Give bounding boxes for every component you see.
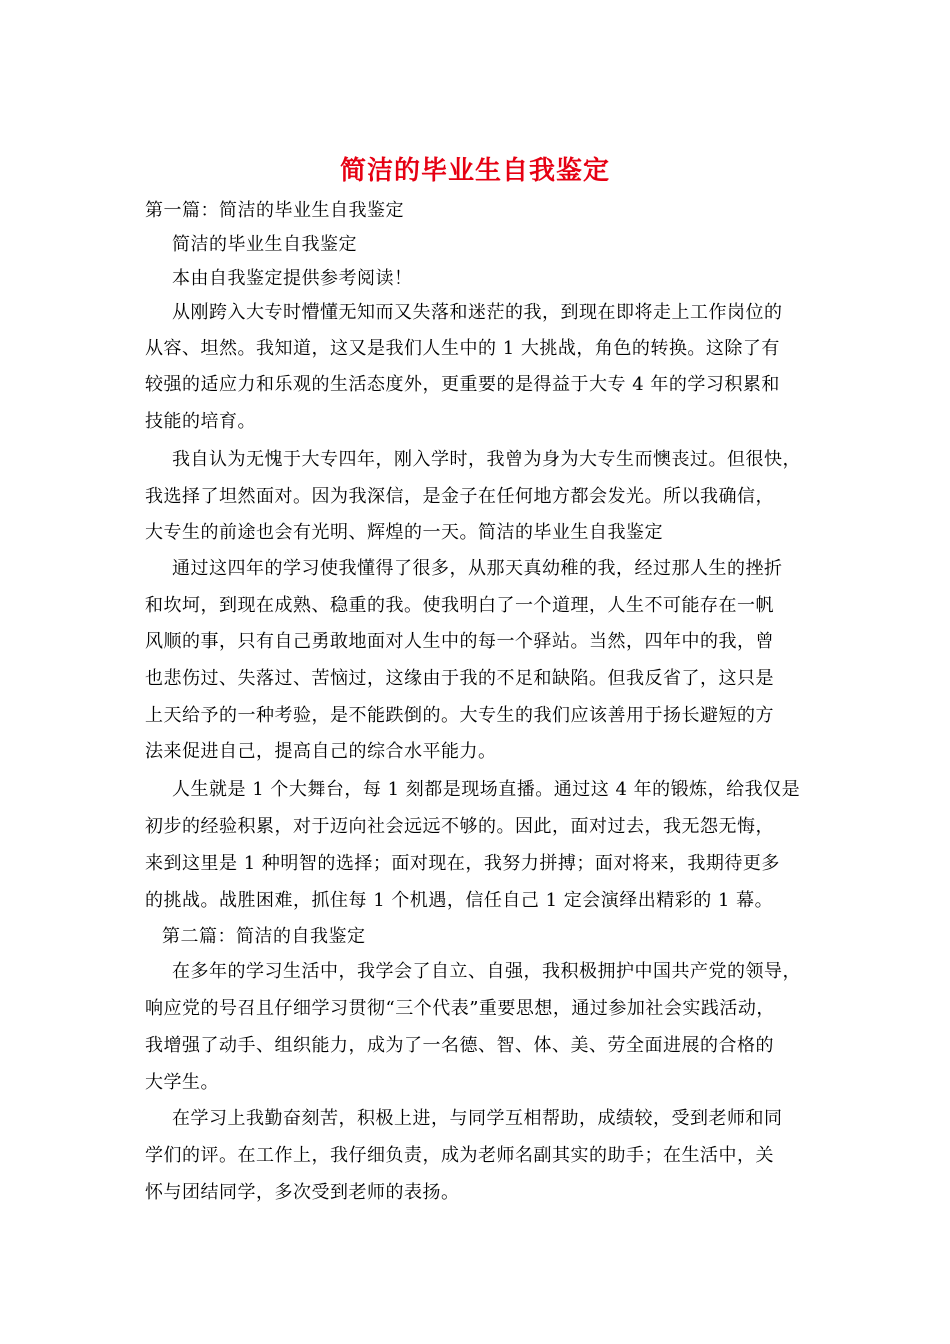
paragraph-line: 通过这四年的学习使我懂得了很多，从那天真幼稚的我，经过那人生的挫折 — [172, 558, 783, 579]
paragraph-line: 我增强了动手、组织能力，成为了一名德、智、体、美、劳全面进展的合格的 — [145, 1035, 774, 1056]
paragraph-line: 初步的经验积累，对于迈向社会远远不够的。因此，面对过去，我无怨无悔， — [145, 816, 774, 837]
section-heading-1: 第一篇：简洁的毕业生自我鉴定 — [145, 200, 404, 221]
paragraph-line: 响应党的号召且仔细学习贯彻“三个代表”重要思想，通过参加社会实践活动， — [145, 998, 775, 1019]
paragraph-line: 我自认为无愧于大专四年，刚入学时，我曾为身为大专生而懊丧过。但很快， — [172, 449, 801, 470]
paragraph-line: 从刚跨入大专时懵懂无知而又失落和迷茫的我，到现在即将走上工作岗位的 — [172, 302, 783, 323]
paragraph-line: 较强的适应力和乐观的生活态度外，更重要的是得益于大专 4 年的学习积累和 — [145, 374, 780, 395]
document-title: 简洁的毕业生自我鉴定 — [339, 156, 610, 186]
paragraph-line: 我选择了坦然面对。因为我深信，是金子在任何地方都会发光。所以我确信， — [145, 486, 774, 507]
paragraph-line: 来到这里是 1 种明智的选择；面对现在，我努力拼搏；面对将来，我期待更多 — [145, 853, 780, 874]
paragraph-line: 技能的培育。 — [145, 411, 256, 432]
paragraph-line: 大学生。 — [145, 1072, 219, 1093]
paragraph-line: 人生就是 1 个大舞台，每 1 刻都是现场直播。通过这 4 年的锻炼，给我仅是 — [172, 779, 801, 800]
paragraph-line: 怀与团结同学，多次受到老师的表扬。 — [145, 1182, 460, 1203]
paragraph-line: 大专生的前途也会有光明、辉煌的一天。简洁的毕业生自我鉴定 — [145, 522, 663, 543]
paragraph-line: 和坎坷，到现在成熟、稳重的我。使我明白了一个道理，人生不可能存在一帆 — [145, 595, 774, 616]
paragraph-line: 学们的评。在工作上，我仔细负责，成为老师名副其实的助手；在生活中，关 — [145, 1145, 774, 1166]
paragraph-line: 本由自我鉴定提供参考阅读！ — [172, 268, 413, 289]
paragraph-line: 的挑战。战胜困难，抓住每 1 个机遇，信任自己 1 定会演绎出精彩的 1 幕。 — [145, 890, 774, 911]
paragraph-line: 上天给予的一种考验，是不能跌倒的。大专生的我们应该善用于扬长避短的方 — [145, 705, 774, 726]
paragraph-line: 也悲伤过、失落过、苦恼过，这缘由于我的不足和缺陷。但我反省了，这只是 — [145, 668, 774, 689]
paragraph-line: 在多年的学习生活中，我学会了自立、自强，我积极拥护中国共产党的领导， — [172, 961, 801, 982]
paragraph-line: 法来促进自己，提高自己的综合水平能力。 — [145, 741, 497, 762]
section-heading-2: 第二篇：简洁的自我鉴定 — [162, 926, 366, 947]
paragraph-line: 在学习上我勤奋刻苦，积极上进，与同学互相帮助，成绩较，受到老师和同 — [172, 1108, 783, 1129]
paragraph-line: 风顺的事，只有自己勇敢地面对人生中的每一个驿站。当然，四年中的我，曾 — [145, 631, 774, 652]
paragraph-line: 从容、坦然。我知道，这又是我们人生中的 1 大挑战，角色的转换。这除了有 — [145, 338, 780, 359]
paragraph-line: 简洁的毕业生自我鉴定 — [172, 234, 357, 255]
